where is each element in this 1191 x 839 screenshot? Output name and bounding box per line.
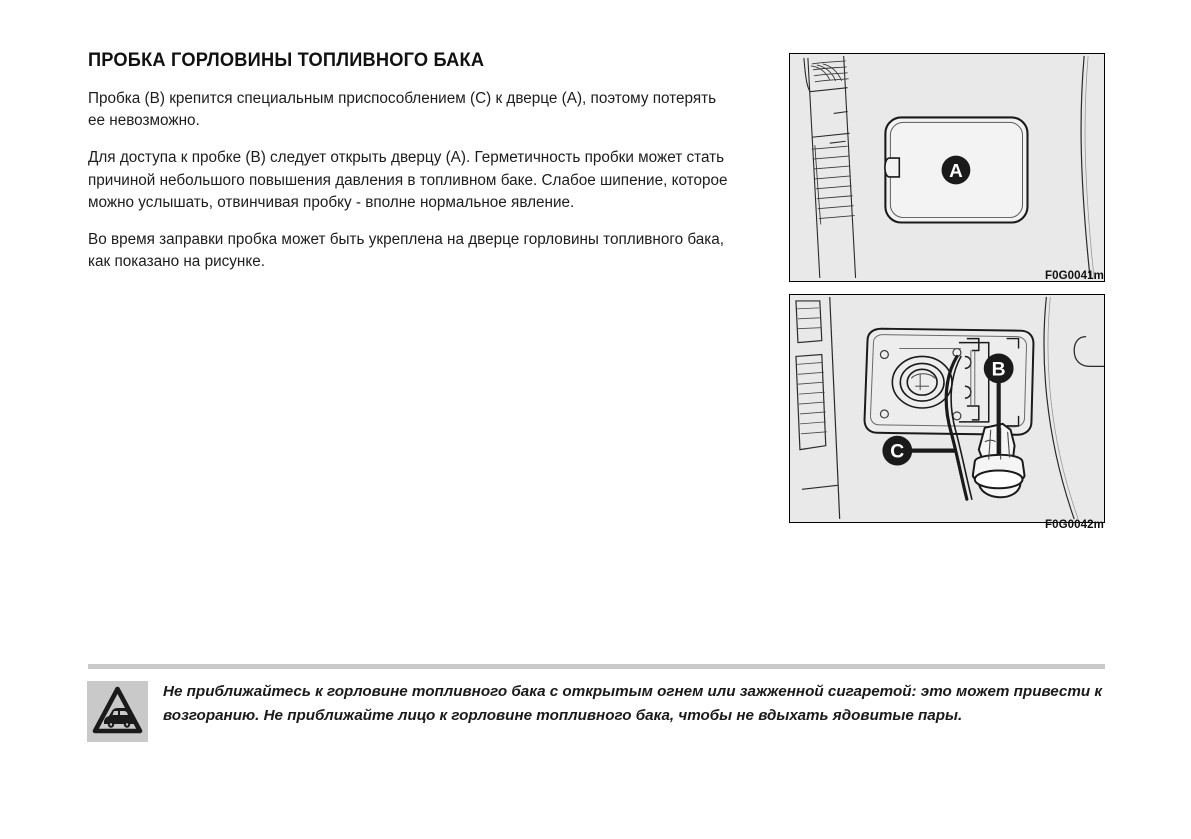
svg-text:A: A — [949, 159, 963, 181]
body-paragraph: Во время заправки пробка может быть укреплена на дверце горловины топливного бака, как показано на рисунке. — [88, 231, 725, 271]
article-text-column — [88, 50, 736, 273]
figure-marker-a — [942, 156, 971, 185]
figure-caption-bottom: F0G0042m — [1045, 519, 1104, 531]
warning-triangle-car-glyph — [87, 681, 148, 742]
body-paragraph: Для доступа к пробке (B) следует открыть дверцу (A). Герметичность пробки может стать причиной небольшого повышения давления в топливном баке. Слабое шипение, которое можно услышать, отвинчивая пробку - вполне нормальное явление. — [88, 149, 728, 211]
svg-text:C: C — [890, 440, 905, 463]
warning-divider-rule — [88, 664, 1105, 669]
figure-fuel-door-closed — [789, 53, 1105, 282]
figure-fuel-door-open — [789, 294, 1105, 523]
fuel-door-closed-illustration — [790, 54, 1104, 281]
warning-message: Не приближайтесь к горловине топливного бака с открытым огнем или зажженной сигаретой: это может привести к возгоранию. Не приближайте лицо к горловине топливного бака, чтобы не вдыхать ядовитые пары. — [163, 683, 1103, 724]
page-title: ПРОБКА ГОРЛОВИНЫ ТОПЛИВНОГО БАКА — [88, 50, 485, 71]
body-paragraph: Пробка (B) крепится специальным приспособлением (C) к дверце (A), поэтому потерять ее невозможно. — [88, 90, 717, 130]
svg-text:B: B — [991, 358, 1006, 381]
fuel-cap-tether-illustration — [790, 295, 1104, 522]
figure-caption-top: F0G0041m — [1045, 270, 1104, 282]
warning-triangle-car-icon — [87, 681, 148, 742]
